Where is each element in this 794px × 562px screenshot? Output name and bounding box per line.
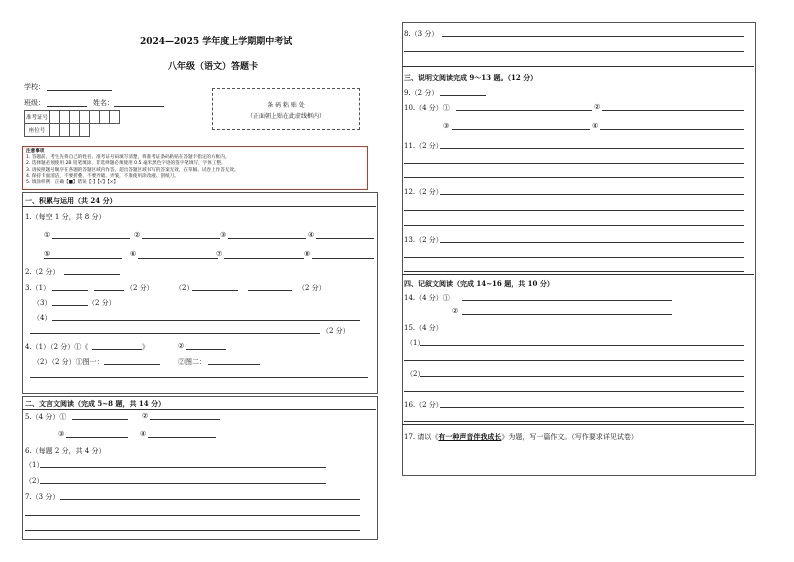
q7-answer-line-2[interactable]: [25, 515, 360, 516]
section-2-box: [22, 396, 378, 540]
q5-answer-2[interactable]: [150, 419, 220, 420]
q10-marker-2: ②: [594, 103, 601, 111]
q2-label: 2.（2 分）: [25, 268, 60, 276]
class-label: 班级：: [24, 99, 45, 107]
note-item: 1. 答题前，考生先将自己的姓名、准考证号码填写清楚，将准考证条码粘贴在答题卡指定的方框内。: [26, 155, 230, 161]
q3-3-label: （3）: [33, 299, 52, 307]
q17-prompt: [404, 432, 638, 442]
q14-answer-2[interactable]: [462, 314, 672, 315]
q7-answer-line-3[interactable]: [25, 530, 360, 531]
note-item: 3. 请按照题号顺序在各题的答题区域内作答，超出答题区域书写的答案无效，在草稿、试卷上作答无效。: [26, 167, 239, 173]
q15-2-label: （2）: [406, 370, 425, 378]
q1-blank-5[interactable]: [44, 258, 122, 259]
q1-blank-8[interactable]: [312, 258, 374, 259]
q16-answer-line-1[interactable]: [440, 407, 744, 408]
q3-4-answer-line-2[interactable]: [30, 333, 320, 334]
note-item: 5. 填涂样例 正确【■】错误【-】【√】【×】: [26, 180, 119, 186]
q1-blank-3[interactable]: [228, 238, 306, 239]
q1-blank-marker: ⑧: [304, 250, 311, 258]
q5-answer-4[interactable]: [148, 437, 216, 438]
q13-answer-line-3[interactable]: [404, 271, 744, 272]
q11-answer-line-3[interactable]: [404, 177, 744, 178]
q1-blank-marker: ②: [134, 231, 141, 239]
q4-2-answer-2[interactable]: [208, 364, 260, 365]
q1-blank-marker: ③: [220, 231, 227, 239]
q3-4-answer-line-1[interactable]: [52, 320, 360, 321]
q11-answer-line-2[interactable]: [404, 163, 744, 164]
q1-blank-2[interactable]: [142, 238, 220, 239]
q1-blank-6[interactable]: [138, 258, 218, 259]
q1-blank-marker: ⑤: [44, 250, 51, 258]
q15-2-answer-line-2[interactable]: [404, 391, 744, 392]
q7-label: 7.（3 分）: [25, 493, 60, 501]
q1-blank-4[interactable]: [316, 238, 374, 239]
q1-blank-marker: ①: [44, 231, 51, 239]
section-1-heading: 一、积累与运用（共 24 分）: [25, 196, 117, 205]
q14-answer-1[interactable]: [462, 300, 672, 301]
book-title-close: 》: [142, 343, 149, 351]
q6-label: 6.（每题 2 分，共 4 分）: [25, 447, 106, 455]
q5-label: 5.（4 分）①: [25, 413, 67, 421]
seat-number-label: 座位号: [25, 124, 50, 137]
q3-2-answer-a[interactable]: [192, 290, 238, 291]
q17-prefix: 17. 请以《: [404, 433, 439, 441]
exam-title: 2024—2025 学年度上学期期中考试: [140, 37, 293, 47]
q13-label: 13.（2 分）: [404, 236, 443, 244]
q10-marker-4: ④: [592, 122, 599, 130]
q1-blank-1[interactable]: [52, 238, 130, 239]
q3-label: 3.（1）: [25, 284, 51, 292]
q11-answer-line-1[interactable]: [440, 148, 744, 149]
score-note: （2 分）: [126, 284, 154, 292]
class-field[interactable]: [47, 106, 87, 107]
q13-answer-line-2[interactable]: [404, 257, 744, 258]
score-note: （2 分）: [88, 299, 116, 307]
q10-answer-3[interactable]: [452, 129, 590, 130]
q3-1-answer-a[interactable]: [52, 290, 88, 291]
q1-blank-marker: ⑥: [130, 250, 137, 258]
q2-answer[interactable]: [64, 274, 120, 275]
name-label: 姓名：: [93, 99, 114, 107]
q6-1-answer[interactable]: [40, 467, 326, 468]
q5-answer-3[interactable]: [66, 437, 128, 438]
q9-label: 9.（2 分）: [404, 89, 439, 97]
q7-answer-line-1[interactable]: [60, 499, 360, 500]
q1-blank-7[interactable]: [224, 258, 304, 259]
q15-2-answer-line-1[interactable]: [420, 376, 744, 377]
q5-marker-2: ②: [142, 412, 149, 420]
q4-2-label: （2）（2 分）①图一：: [33, 358, 104, 366]
q12-answer-line-1[interactable]: [440, 194, 744, 195]
q16-label: 16.（2 分）: [404, 401, 443, 409]
exam-number-grid[interactable]: [24, 110, 120, 137]
q1-blank-marker: ④: [308, 231, 315, 239]
q14-marker-2: ②: [452, 307, 459, 315]
note-item: 4. 保持卡面清洁，不要折叠、不要弄破、弄皱，不准使用涂改液、刮纸刀。: [26, 173, 179, 179]
essay-topic: 有一种声音伴我成长: [438, 432, 502, 441]
q8-label: 8.（3 分）: [404, 30, 439, 38]
q3-3-answer[interactable]: [52, 305, 88, 306]
q1-blank-marker: ⑦: [216, 250, 223, 258]
q4-2-label-b: ②图二：: [178, 358, 206, 366]
q10-answer-4[interactable]: [600, 129, 744, 130]
q4-1-marker-2: ②: [178, 342, 185, 350]
q14-label: 14.（4 分）①: [404, 294, 450, 302]
q6-1-label: （1）: [25, 461, 44, 469]
q9-answer[interactable]: [440, 95, 486, 96]
barcode-instruction: （正面朝上贴在此虚线框内）: [246, 113, 325, 120]
note-item: 2. 选择题必须使用 2B 铅笔填涂，非选择题必须使用 0.5 毫米黑色字迹的签字笔填写，字体工整。: [26, 161, 226, 167]
q15-1-answer-line-1[interactable]: [420, 345, 744, 346]
q12-answer-line-3[interactable]: [404, 225, 744, 226]
q6-2-label: （2）: [25, 477, 44, 485]
section-3-heading: 三、说明文阅读完成 9～13 题。（12 分）: [404, 73, 538, 82]
q4-2-answer-1[interactable]: [104, 364, 160, 365]
q3-4-label: （4）: [33, 314, 52, 322]
score-note: （2 分）: [322, 327, 350, 335]
exam-number-label: 准考证号: [25, 111, 50, 124]
school-label: 学校：: [24, 83, 45, 91]
q10-label: 10.（4 分）①: [404, 104, 450, 112]
q3-2-label: （2）: [175, 284, 194, 292]
q13-answer-line-1[interactable]: [440, 242, 744, 243]
q4-1-label: 4.（1）（2 分）①《: [25, 343, 89, 351]
barcode-area: [212, 88, 360, 130]
q8-answer-line-2[interactable]: [404, 51, 744, 52]
q10-answer-1[interactable]: [456, 110, 592, 111]
q12-label: 12.（2 分）: [404, 188, 443, 196]
q12-answer-line-2[interactable]: [404, 210, 744, 211]
score-note: （2 分）: [298, 284, 326, 292]
q11-label: 11.（2 分）: [404, 142, 443, 150]
barcode-label: 条 码 粘 贴 处: [267, 102, 305, 109]
notes-box: [22, 146, 368, 190]
q4-1-answer-2[interactable]: [186, 349, 226, 350]
q15-1-label: （1）: [406, 339, 425, 347]
q6-2-answer[interactable]: [40, 483, 326, 484]
notes-heading: 注意事项: [26, 149, 45, 154]
name-field[interactable]: [114, 106, 164, 107]
q15-1-answer-line-2[interactable]: [404, 360, 744, 361]
q8-answer-line-1[interactable]: [442, 36, 744, 37]
q10-answer-2[interactable]: [602, 110, 744, 111]
q3-1-answer-b[interactable]: [94, 290, 124, 291]
q15-label: 15.（4 分）: [404, 324, 443, 332]
section-2-heading: 二、文言文阅读（完成 5~8 题，共 14 分）: [25, 399, 166, 408]
q4-extra-line[interactable]: [30, 377, 368, 378]
school-field[interactable]: [47, 90, 112, 91]
q17-suffix: 》为题，写一篇作文。（写作要求详见试卷）: [501, 433, 638, 441]
q1-label: 1.（每空 1 分，共 8 分）: [25, 213, 106, 221]
section-4-heading: 四、记叙文阅读（完成 14~16 题，共 10 分）: [404, 279, 554, 288]
q5-marker-3: ③: [58, 430, 65, 438]
answer-card-title: 八年级（语文）答题卡: [168, 62, 259, 72]
q10-marker-3: ③: [443, 122, 450, 130]
q5-marker-4: ④: [140, 430, 147, 438]
q16-answer-line-2[interactable]: [404, 421, 744, 422]
q3-2-answer-b[interactable]: [248, 290, 292, 291]
q5-answer-1[interactable]: [72, 419, 128, 420]
q4-1-answer-1[interactable]: [92, 349, 142, 350]
